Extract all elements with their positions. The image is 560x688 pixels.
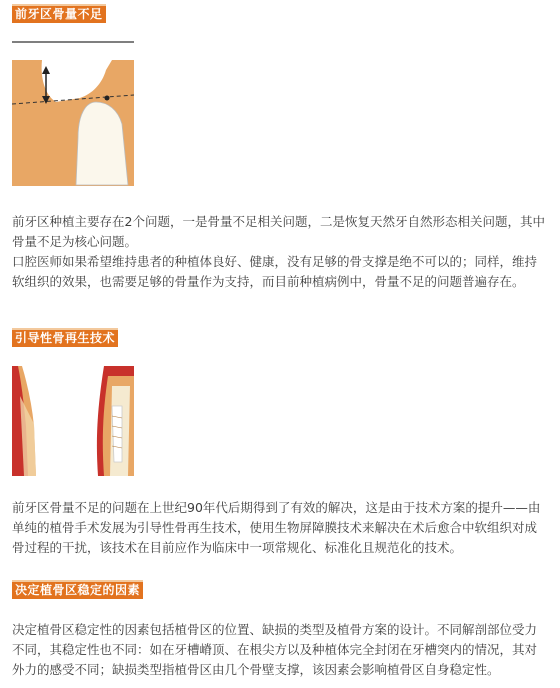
section-heading-bone-deficiency: 前牙区骨量不足 xyxy=(12,4,106,23)
paragraph: 决定植骨区稳定性的因素包括植骨区的位置、缺损的类型及植骨方案的设计。不同解剖部位受力不同，其稳定性也不同：如在牙槽嵴顶、在根尖方以及种植体完全封闭在牙槽突内的情况，其对外力的感受不同；缺损类型指植骨区由几个骨壁支撑，该因素会影响植骨区自身稳定性。 xyxy=(12,622,538,677)
section-heading-stability-factors: 决定植骨区稳定的因素 xyxy=(12,580,143,599)
paragraph: 口腔医师如果希望维持患者的种植体良好、健康，没有足够的骨支撑是绝不可以的；同样，维持软组织的效果，也需要足够的骨量作为支持，而目前种植病例中，骨量不足的问题普遍存在。 xyxy=(12,254,538,289)
guided-bone-regeneration-figure-svg xyxy=(12,366,134,476)
tooth-bone-deficiency-figure-svg xyxy=(12,40,134,186)
paragraph: 前牙区骨量不足的问题在上世纪90年代后期得到了有效的解决，这是由于技术方案的提升——由单纯的植骨手术发展为引导性骨再生技术，使用生物屏障膜技术来解决在术后愈合中软组织对成骨过程的干扰，该技术在目前应作为临床中一项常规化、标准化且规范化的技术。 xyxy=(12,500,541,555)
paragraph: 前牙区种植主要存在2个问题，一是骨量不足相关问题，二是恢复天然牙自然形态相关问题，其中骨量不足为核心问题。 xyxy=(12,214,545,249)
section-heading-gbr: 引导性骨再生技术 xyxy=(12,328,118,347)
guided-bone-regeneration-figure xyxy=(12,366,134,480)
tooth-bone-deficiency-figure xyxy=(12,40,134,190)
reference-point xyxy=(105,96,110,101)
